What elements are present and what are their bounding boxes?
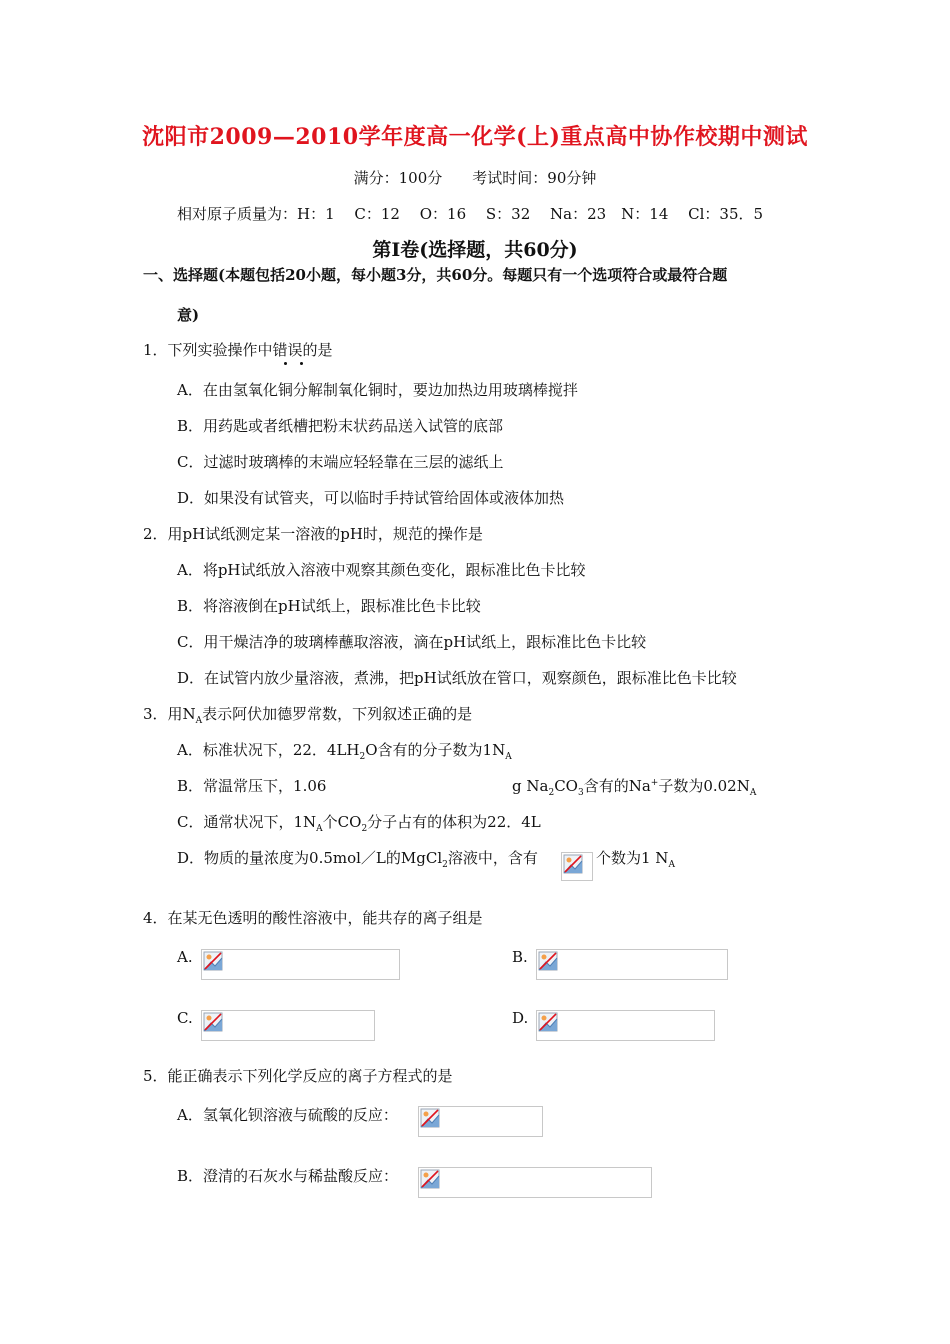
q2-stem: 2．用pH试纸测定某一溶液的pH时，规范的操作是 [143,525,483,543]
q2-option-a: A．将pH试纸放入溶液中观察其颜色变化，跟标准比色卡比较 [177,561,586,579]
q1-option-a: A．在由氢氧化铜分解制氧化铜时，要边加热边用玻璃棒搅拌 [177,381,578,399]
q1-option-c: C．过滤时玻璃棒的末端应轻轻靠在三层的滤纸上 [177,453,504,471]
broken-image-icon [203,951,223,971]
instruction-line-2: 意) [177,306,200,324]
q3-stem: 3．用$N_A$表示阿伏加德罗常数，下列叙述正确的是 [143,705,473,726]
atomic-mass-line: 相对原子质量为：H：1 C：12 O：16 S：32 Na：23 N：14 Cl：35．5 [177,205,764,223]
q3-option-b-continued: g $Na_2CO_3$含有的Na+子数为$0.02N_A$ [512,777,757,798]
q2-option-b: B．将溶液倒在pH试纸上，跟标准比色卡比较 [177,597,481,615]
score-time: 满分：100分 考试时间：90分钟 [353,169,597,187]
broken-image-icon [538,951,558,971]
broken-image-icon [563,854,583,874]
q3-option-c: C．通常状况下，$1N_A$个$CO_2$分子占有的体积为22．4L [177,813,541,834]
q1-option-d: D．如果没有试管夹，可以临时手持试管给固体或液体加热 [177,489,565,507]
q4-option-c-image [201,1010,375,1041]
emphasis-dot [300,362,303,365]
q1-option-b: B．用药匙或者纸槽把粉末状药品送入试管的底部 [177,417,504,435]
q5-option-b: B．澄清的石灰水与稀盐酸反应： [177,1167,399,1185]
broken-image-icon [538,1012,558,1032]
q4-option-b-image [536,949,728,980]
q4-stem: 4．在某无色透明的酸性溶液中，能共存的离子组是 [143,909,483,927]
q2-option-c: C．用干燥洁净的玻璃棒蘸取溶液，滴在pH试纸上，跟标准比色卡比较 [177,633,647,651]
q4-option-b-label: B. [512,948,528,966]
q3-option-d-end: 个数为1 $N_A$ [596,849,675,870]
exam-title: 沈阳市2009—2010学年度高一化学(上)重点高中协作校期中测试 [142,124,808,150]
q1-stem: 1．下列实验操作中错误的是 [143,341,333,359]
broken-image-icon [420,1169,440,1189]
q5-option-a: A．氢氧化钡溶液与硫酸的反应： [177,1106,398,1124]
emphasis-dot [284,362,287,365]
q4-option-a-label: A. [177,948,193,966]
section-title: 第Ⅰ卷(选择题，共60分) [372,239,578,261]
q2-option-d: D．在试管内放少量溶液，煮沸，把pH试纸放在管口，观察颜色，跟标准比色卡比较 [177,669,737,687]
q5-option-b-image [418,1167,652,1198]
q4-option-d-label: D. [512,1009,529,1027]
q4-option-d-image [536,1010,715,1041]
q5-option-a-image [418,1106,543,1137]
q3-option-a: A．标准状况下，22．$4LH_2O$含有的分子数为$1N_A$ [177,741,512,762]
q3-option-d: D．物质的量浓度为0.5mol／L的MgCl$_2$溶液中，含有 [177,849,538,870]
q4-option-c-label: C. [177,1009,193,1027]
broken-image-icon [203,1012,223,1032]
broken-image-icon [420,1108,440,1128]
formula-image-placeholder [561,852,593,881]
q4-option-a-image [201,949,400,980]
q3-option-b: B．常温常压下，1.06 [177,777,327,795]
instruction-line-1: 一、选择题(本题包括20小题，每小题3分，共60分。每题只有一个选项符合或最符合题 [143,266,728,284]
q5-stem: 5．能正确表示下列化学反应的离子方程式的是 [143,1067,453,1085]
